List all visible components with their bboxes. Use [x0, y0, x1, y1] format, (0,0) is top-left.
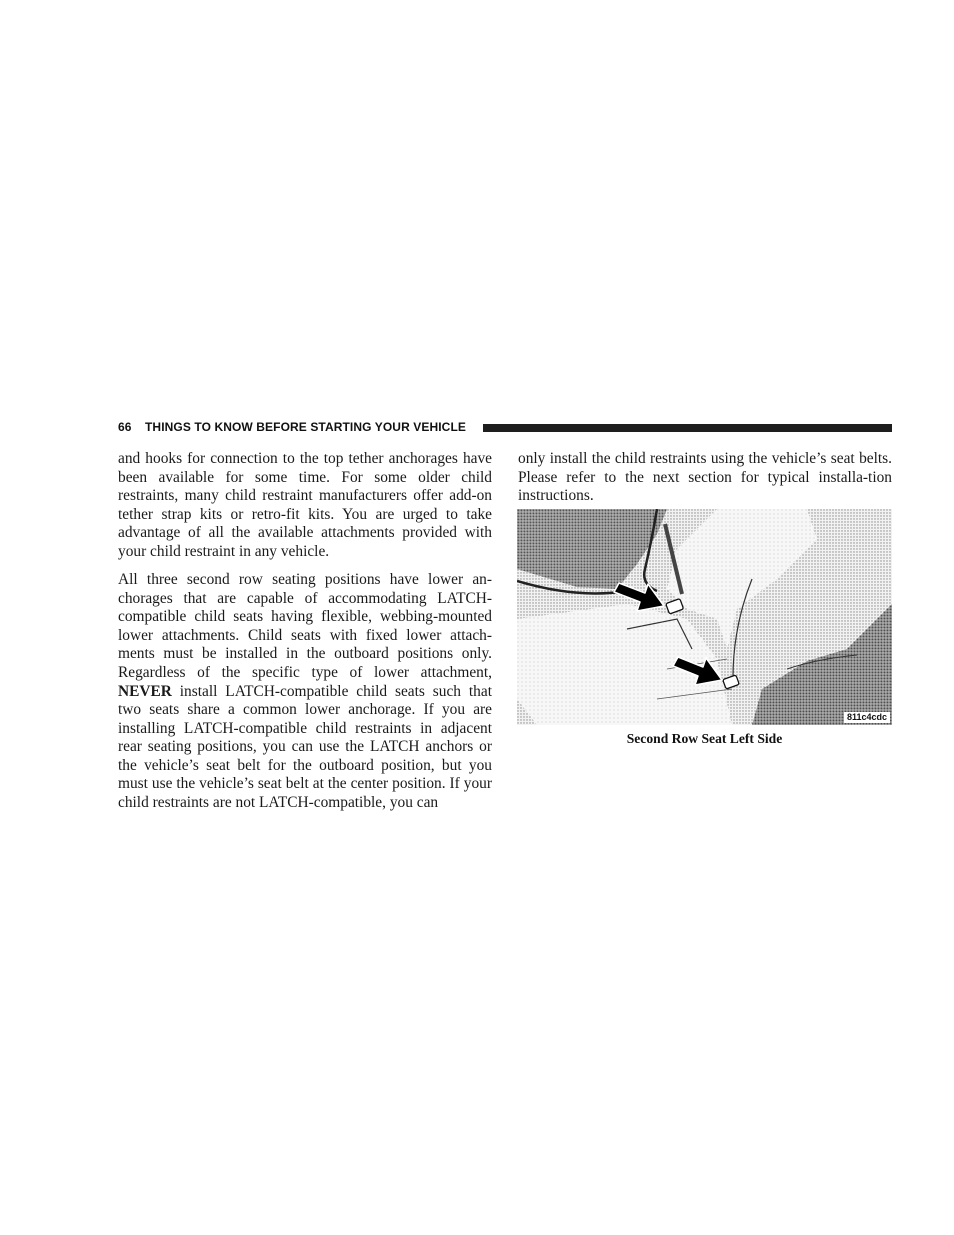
running-header: [118, 419, 892, 437]
right-column: [518, 450, 892, 515]
paragraph-text: All three second row seating positions have lower an-chorages that are capable of accommodating LATCH-compatible child seats having flexible, webbing-mounted lower attachments. Child seats with fixed lower attach-ments must be installed in the outboard positions only. Regardless of the specific type of lower attachment,: [118, 570, 492, 681]
paragraph-text: install LATCH-compatible child seats such that two seats share a common lower anchorage. If you are installing LATCH-compatible child restraints in adjacent rear seating positions, you can use the LATCH anchors or the vehicle’s seat belt for the outboard position, but you must use the vehicle’s seat belt at the center position. If your child restraints are not LATCH-compatible, you can: [118, 682, 492, 812]
seat-anchor-photo: [517, 509, 892, 725]
paragraph: only install the child restraints using the vehicle’s seat belts. Please refer to the next section for typical installa-tion instructions.: [518, 450, 892, 505]
header-rule: [483, 424, 892, 432]
section-title: THINGS TO KNOW BEFORE STARTING YOUR VEHICLE: [145, 420, 466, 434]
figure-caption: Second Row Seat Left Side: [626, 731, 783, 746]
paragraph: [118, 571, 492, 813]
paragraph: and hooks for connection to the top tether anchorages have been available for some time. For some older child restraints, many child restraint manufacturers offer add-on tether strap kits or retro-fit kits. You are urged to take advantage of all the available attachments provided with your child restraint in any vehicle.: [118, 450, 492, 560]
emphasis-never: NEVER: [118, 682, 172, 700]
figure-code: 811c4cdc: [844, 712, 890, 723]
page-number: 66: [118, 420, 132, 434]
left-column: [118, 450, 492, 822]
